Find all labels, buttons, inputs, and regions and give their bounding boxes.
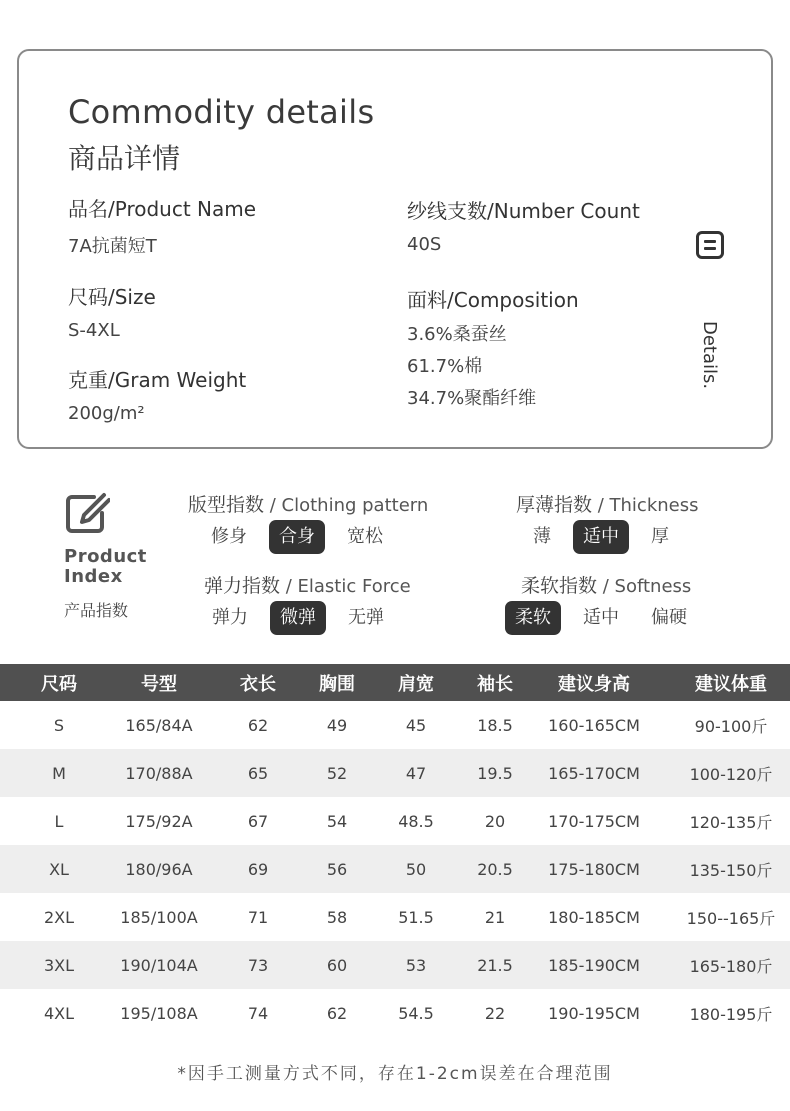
product-index-title-line2: Index [64, 566, 123, 587]
table-cell: 170-175CM [548, 811, 640, 831]
table-cell: 160-165CM [548, 715, 640, 735]
table-cell: 195/108A [120, 1003, 198, 1023]
thickness-option: 薄 [533, 526, 551, 547]
softness-option-selected: 柔软 [505, 601, 561, 635]
table-header-cell: 建议身高 [516, 664, 672, 701]
table-cell: 165-180斤 [672, 941, 790, 989]
elastic-force-label-en: / Elastic Force [280, 576, 411, 597]
table-cell: 3XL [0, 941, 118, 989]
thickness-label [516, 490, 699, 517]
elastic-force-label-cn: 弹力指数 [204, 575, 281, 597]
table-cell: 190-195CM [548, 1003, 640, 1023]
composition-item: 3.6%桑蚕丝 [407, 324, 507, 345]
table-cell: 21 [484, 907, 506, 927]
table-cell: 56 [316, 845, 358, 893]
table-cell: 69 [200, 845, 316, 893]
elastic-force-option-selected: 微弹 [270, 601, 326, 635]
softness-option: 偏硬 [651, 607, 687, 628]
thickness-option-selected: 适中 [573, 520, 629, 554]
size-label: 尺码/Size [68, 285, 156, 309]
softness-label-en: / Softness [597, 576, 692, 597]
product-name-value: 7A抗菌短T [68, 236, 157, 257]
softness-label-cn: 柔软指数 [521, 575, 598, 597]
table-cell: 54 [326, 811, 348, 831]
table-cell: 51.5 [398, 907, 434, 927]
clothing-pattern-label [188, 490, 428, 517]
table-cell: 180-185CM [548, 907, 640, 927]
clothing-pattern-label-en: / Clothing pattern [264, 495, 429, 516]
number-count-value: 40S [407, 234, 442, 255]
details-vertical-label: Details. [699, 321, 720, 390]
number-count-field [407, 195, 640, 255]
table-cell: 135-150斤 [672, 845, 790, 893]
elastic-force-label [204, 571, 411, 598]
table-cell: 62 [326, 1003, 348, 1023]
table-cell: 73 [200, 941, 316, 989]
composition-label: 面料/Composition [407, 288, 579, 312]
table-cell: 20.5 [474, 845, 516, 893]
table-row [0, 701, 790, 749]
elastic-force-option: 无弹 [348, 607, 384, 628]
table-cell: 48.5 [398, 811, 434, 831]
table-cell: 54.5 [398, 1003, 434, 1023]
size-table [0, 664, 790, 1037]
table-cell: 165/84A [125, 715, 193, 735]
table-row [0, 845, 790, 893]
table-cell: 45 [405, 715, 427, 735]
table-cell: 175/92A [125, 811, 193, 831]
table-cell: L [54, 811, 64, 831]
table-cell: 50 [358, 845, 474, 893]
softness-option: 适中 [583, 607, 619, 628]
product-index-title-line1: Product [64, 546, 147, 567]
table-cell: 60 [316, 941, 358, 989]
clothing-pattern-option: 修身 [211, 526, 247, 547]
table-header-cell: 袖长 [474, 664, 516, 701]
table-cell: 4XL [43, 1003, 75, 1023]
table-cell: 49 [326, 715, 348, 735]
clothing-pattern-option-selected: 合身 [269, 520, 325, 554]
table-cell: 71 [247, 907, 269, 927]
thickness-option: 厚 [651, 526, 669, 547]
table-cell: 67 [247, 811, 269, 831]
composition-field [407, 284, 579, 415]
clothing-pattern-option: 宽松 [347, 526, 383, 547]
table-cell: 165-170CM [516, 749, 672, 797]
table-cell: 185/100A [120, 907, 198, 927]
number-count-label: 纱线支数/Number Count [407, 199, 640, 223]
composition-item: 34.7%聚酯纤维 [407, 388, 537, 409]
table-row [0, 941, 790, 989]
table-cell: 20 [484, 811, 506, 831]
table-cell: 22 [484, 1003, 506, 1023]
table-cell: 185-190CM [516, 941, 672, 989]
composition-item: 61.7%棉 [407, 356, 483, 377]
table-cell: 175-180CM [516, 845, 672, 893]
table-cell: 150--165斤 [686, 908, 776, 928]
thickness-label-cn: 厚薄指数 [516, 494, 593, 516]
table-cell: 65 [200, 749, 316, 797]
measurement-footnote: *因手工测量方式不同，存在1-2cm误差在合理范围 [177, 1064, 613, 1084]
card-title-en: Commodity details [68, 93, 375, 131]
table-cell: 120-135斤 [689, 812, 773, 832]
table-row [0, 989, 790, 1037]
table-cell: 180-195斤 [689, 1004, 773, 1024]
table-row [0, 797, 790, 845]
document-icon [696, 231, 724, 259]
gram-weight-value: 200g/m² [68, 403, 145, 424]
table-cell: 170/88A [118, 749, 200, 797]
gram-weight-field [68, 364, 246, 424]
gram-weight-label: 克重/Gram Weight [68, 368, 247, 392]
softness-label [521, 571, 691, 598]
table-cell: S [53, 715, 65, 735]
table-cell: 19.5 [474, 749, 516, 797]
table-header-cell: 尺码 [0, 664, 118, 701]
commodity-details-card [17, 49, 773, 449]
composition-list [407, 319, 579, 415]
edit-icon [64, 491, 110, 535]
table-cell: 52 [316, 749, 358, 797]
table-cell: 53 [358, 941, 474, 989]
product-index-title-en [64, 547, 147, 587]
size-field [68, 281, 156, 341]
product-index-title-cn: 产品指数 [64, 601, 129, 620]
table-cell: 190/104A [118, 941, 200, 989]
product-name-field [68, 193, 256, 258]
table-cell: M [0, 749, 118, 797]
table-header-cell: 肩宽 [358, 664, 474, 701]
table-cell: 2XL [43, 907, 75, 927]
table-cell: 62 [247, 715, 269, 735]
product-name-label: 品名/Product Name [68, 197, 257, 221]
table-cell: 58 [326, 907, 348, 927]
table-cell: 21.5 [474, 941, 516, 989]
table-cell: 90-100斤 [694, 716, 768, 736]
table-cell: 74 [247, 1003, 269, 1023]
clothing-pattern-label-cn: 版型指数 [188, 494, 265, 516]
table-cell: XL [0, 845, 118, 893]
table-header-cell: 号型 [118, 664, 200, 701]
table-header-cell: 衣长 [200, 664, 316, 701]
size-value: S-4XL [68, 320, 120, 341]
table-header-cell: 胸围 [316, 664, 358, 701]
table-header-row [0, 664, 790, 701]
table-cell: 180/96A [118, 845, 200, 893]
thickness-label-en: / Thickness [592, 495, 699, 516]
table-row [0, 749, 790, 797]
table-cell: 18.5 [477, 715, 513, 735]
table-header-cell: 建议体重 [672, 664, 790, 701]
table-cell: 47 [358, 749, 474, 797]
elastic-force-option: 弹力 [212, 607, 248, 628]
card-title-cn: 商品详情 [68, 142, 181, 175]
table-cell: 100-120斤 [672, 749, 790, 797]
table-row [0, 893, 790, 941]
